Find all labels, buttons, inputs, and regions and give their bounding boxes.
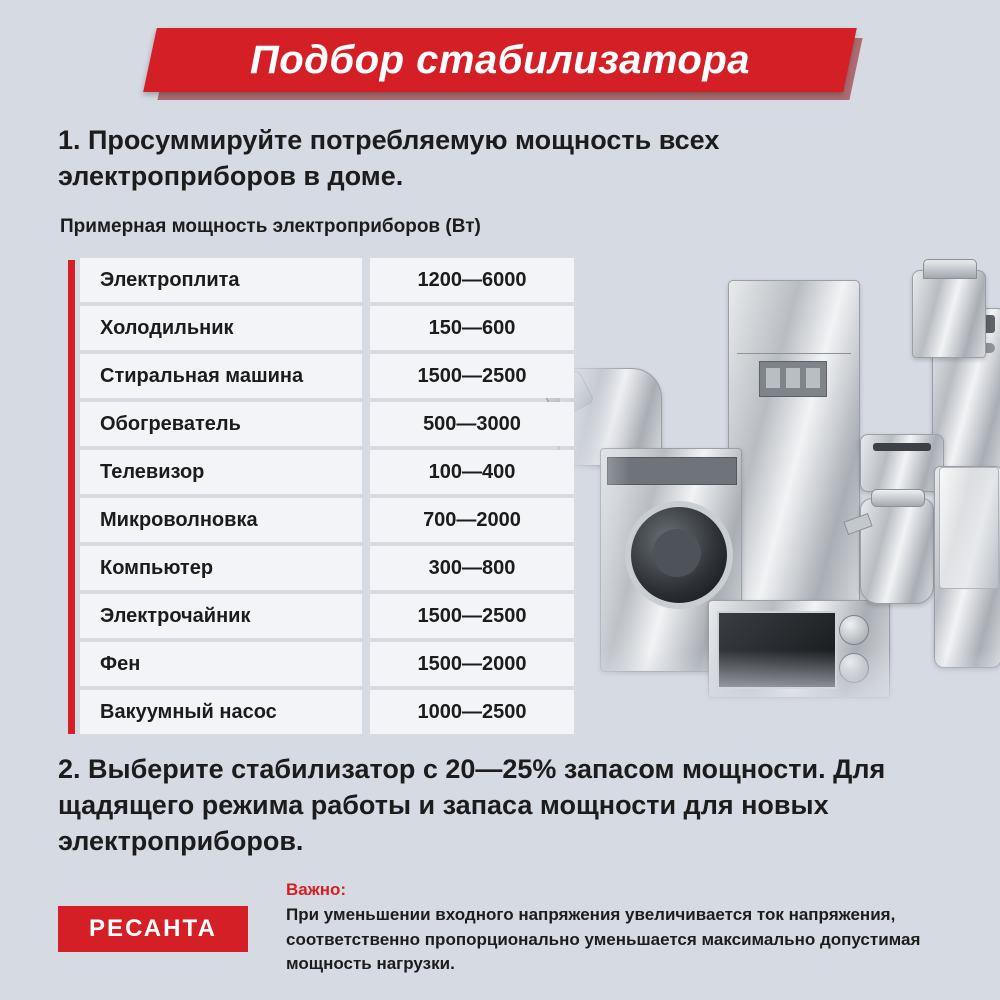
appliance-power: 1500—2500	[370, 594, 574, 638]
table-row	[80, 690, 578, 734]
table-row	[80, 642, 578, 686]
appliance-name: Обогреватель	[80, 402, 362, 446]
appliance-power: 150—600	[370, 306, 574, 350]
table-row	[80, 258, 578, 302]
table-row	[80, 498, 578, 542]
resanta-logo	[58, 906, 248, 952]
appliance-power: 1200—6000	[370, 258, 574, 302]
table-accent-bar	[68, 260, 75, 734]
appliance-name: Электроплита	[80, 258, 362, 302]
blender-icon	[934, 466, 1000, 668]
refrigerator-icon	[728, 280, 860, 622]
page-title: Подбор стабилизатора	[249, 37, 751, 82]
appliance-power: 300—800	[370, 546, 574, 590]
table-row	[80, 594, 578, 638]
table-row	[80, 306, 578, 350]
table-row	[80, 546, 578, 590]
appliance-name: Электрочайник	[80, 594, 362, 638]
table-row	[80, 450, 578, 494]
step-1-text: 1. Просуммируйте потребляемую мощность всех электроприборов в доме.	[58, 125, 720, 191]
note-title: Важно:	[286, 880, 347, 899]
appliance-power: 1500—2500	[370, 354, 574, 398]
logo-text: РЕСАНТА	[89, 915, 217, 942]
coffee-machine-icon	[912, 270, 986, 358]
collage-fade-bottom	[560, 650, 1000, 710]
appliance-name: Фен	[80, 642, 362, 686]
appliance-name: Микроволновка	[80, 498, 362, 542]
appliance-power: 100—400	[370, 450, 574, 494]
appliance-collage-image	[560, 270, 1000, 710]
title-banner	[150, 28, 856, 98]
step-2-text: 2. Выберите стабилизатор с 20—25% запасом мощности. Для щадящего режима работы и запаса мощности для новых электроприборов.	[58, 754, 886, 856]
appliance-name: Холодильник	[80, 306, 362, 350]
appliance-name: Вакуумный насос	[80, 690, 362, 734]
table-caption: Примерная мощность электроприборов (Вт)	[60, 216, 481, 237]
toaster-icon	[860, 434, 944, 492]
important-note	[286, 880, 946, 977]
electric-kettle-icon	[860, 498, 934, 604]
table-row	[80, 402, 578, 446]
appliance-power: 700—2000	[370, 498, 574, 542]
appliance-power: 1500—2000	[370, 642, 574, 686]
table-row	[80, 354, 578, 398]
note-body: При уменьшении входного напряжения увеличивается ток напряжения, соответственно пропорционально уменьшается максимально допустимая мощность нагрузки.	[286, 905, 921, 974]
appliance-name: Компьютер	[80, 546, 362, 590]
appliance-power: 1000—2500	[370, 690, 574, 734]
banner-text-wrap	[150, 28, 850, 92]
table-body	[80, 258, 578, 738]
appliance-name: Телевизор	[80, 450, 362, 494]
appliance-power: 500—3000	[370, 402, 574, 446]
appliance-name: Стиральная машина	[80, 354, 362, 398]
